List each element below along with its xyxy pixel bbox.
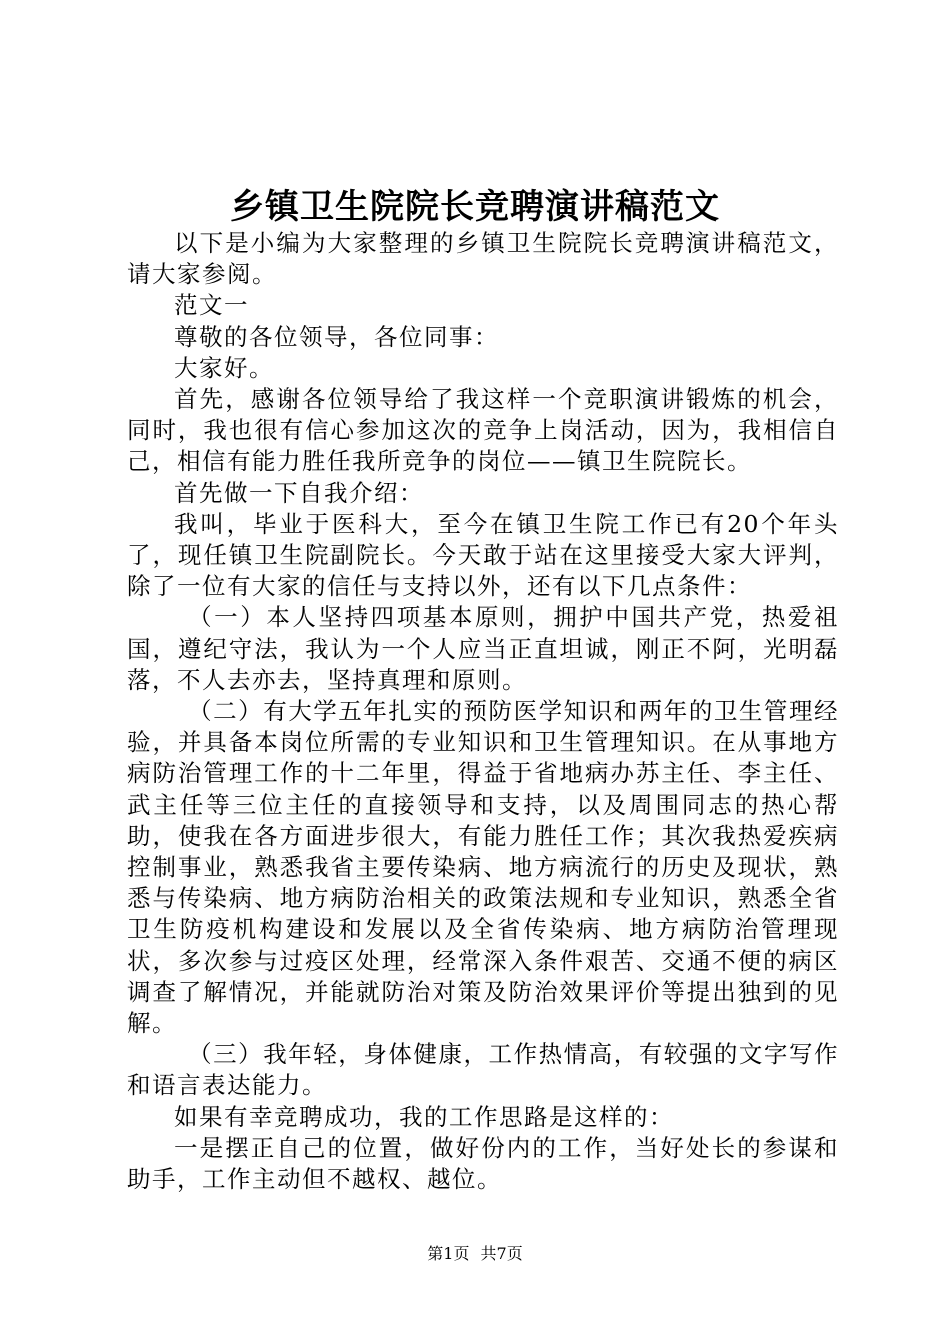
document-body bbox=[127, 228, 839, 1195]
paragraph-work-plan-heading: 如果有幸竞聘成功，我的工作思路是这样的： bbox=[174, 1102, 674, 1131]
paragraph-condition-1: （一）本人坚持四项基本原则，拥护中国共产党，热爱祖国，遵纪守法，我认为一个人应当正直坦诚，刚正不阿，光明磊落，不人去亦去，坚持真理和原则。 bbox=[127, 603, 839, 694]
paragraph-intro: 以下是小编为大家整理的乡镇卫生院院长竞聘演讲稿范文，请大家参阅。 bbox=[127, 229, 839, 289]
paragraph-thanks: 首先，感谢各位领导给了我这样一个竞职演讲锻炼的机会，同时，我也很有信心参加这次的竞争上岗活动，因为，我相信自己，相信有能力胜任我所竞争的岗位——镇卫生院院长。 bbox=[127, 385, 839, 476]
paragraph-self-intro-heading: 首先做一下自我介绍： bbox=[174, 478, 424, 507]
paragraph-sample-label: 范文一 bbox=[174, 291, 249, 320]
document-title: 乡镇卫生院院长竞聘演讲稿范文 bbox=[230, 187, 720, 227]
paragraph-salutation: 尊敬的各位领导，各位同事： bbox=[174, 322, 499, 351]
paragraph-condition-3: （三）我年轻，身体健康，工作热情高，有较强的文字写作和语言表达能力。 bbox=[127, 1040, 839, 1100]
paragraph-self-intro: 我叫，毕业于医科大，至今在镇卫生院工作已有20个年头了，现任镇卫生院副院长。今天敢于站在这里接受大家大评判，除了一位有大家的信任与支持以外，还有以下几点条件： bbox=[127, 509, 839, 601]
paragraph-greeting: 大家好。 bbox=[174, 353, 274, 382]
page-number-footer: 第1页 共7页 bbox=[427, 1244, 523, 1263]
paragraph-condition-2: （二）有大学五年扎实的预防医学知识和两年的卫生管理经验，并具备本岗位所需的专业知识和卫生管理知识。在从事地方病防治管理工作的十二年里，得益于省地病办苏主任、李主任、武主任等三位主任的直接领导和支持，以及周围同志的热心帮助，使我在各方面进步很大，有能力胜任工作；其次我热爱疾病控制事业，熟悉我省主要传染病、地方病流行的历史及现状，熟悉与传染病、地方病防治相关的政策法规和专业知识，熟悉全省卫生防疫机构建设和发展以及全省传染病、地方病防治管理现状，多次参与过疫区处理，经常深入条件艰苦、交通不便的病区调查了解情况，并能就防治对策及防治效果评价等提出独到的见解。 bbox=[127, 697, 839, 1038]
paragraph-work-plan-1: 一是摆正自己的位置，做好份内的工作，当好处长的参谋和助手，工作主动但不越权、越位。 bbox=[127, 1133, 839, 1194]
